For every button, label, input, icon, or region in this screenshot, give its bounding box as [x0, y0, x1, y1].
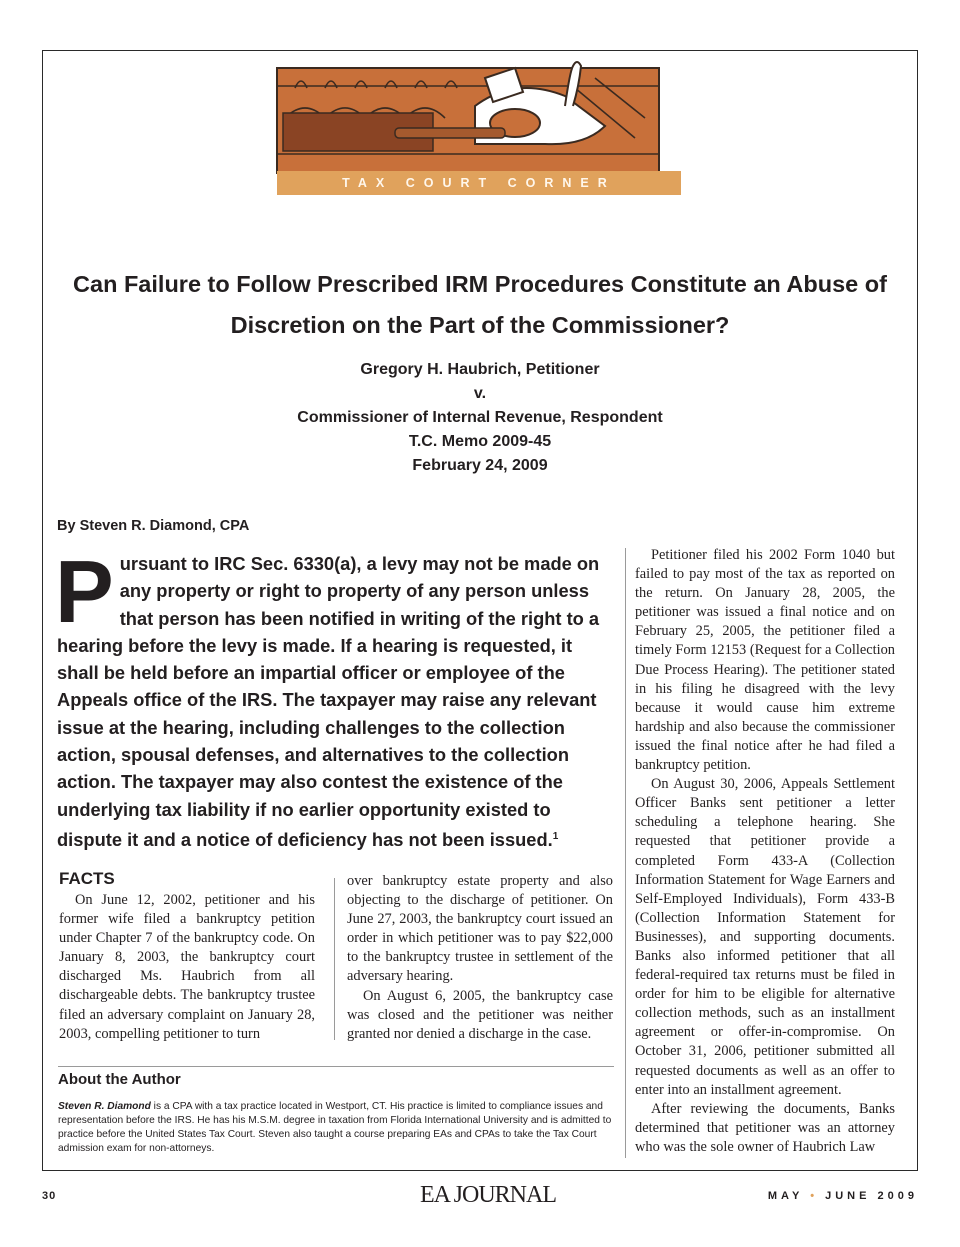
column-divider-facts — [334, 878, 335, 1040]
banner-label: TAX COURT CORNER — [277, 171, 681, 195]
journal-logo: EA JOURNAL — [420, 1182, 557, 1208]
issue-date — [768, 1190, 918, 1202]
lead-text: ursuant to IRC Sec. 6330(a), a levy may not be made on any property or right to property of any person unless that person has been notified in writing of the right to a hearing before the levy is made. If a hearing is requested, it shall be held before an impartial officer or employee of the Appeals office of the IRS. The taxpayer may raise any relevant issue at the hearing, including challenges to the collection action, spousal defenses, and alternatives to the collection action. The taxpayer may also contest the existence of the underlying tax liability if no earlier opportunity existed to dispute it and a notice of deficiency has not been issued. — [57, 553, 600, 851]
facts-paragraph: On August 6, 2005, the bankruptcy case was closed and the petitioner was neither granted nor denied a discharge in the case. — [347, 987, 613, 1042]
issue-rest: JUNE 2009 — [825, 1190, 918, 1202]
body-paragraph: Petitioner filed his 2002 Form 1040 but failed to pay most of the tax as reported on the return. On January 28, 2005, the petitioner was issued a final notice and on February 25, 2005, the petitioner filed a timely Form 12153 (Request for a Collection Due Process Hearing). The petitioner stated in his filing he disagreed with the levy because it would cause him extreme hardship and also because the commissioner issued the final notice after he had filed a bankruptcy petition. — [635, 547, 895, 774]
drop-cap: P — [55, 542, 114, 641]
facts-column-1 — [59, 891, 315, 1044]
issue-month: MAY — [767, 1190, 804, 1202]
author-bio: is a CPA with a tax practice located in Westport, CT. His practice is limited to compliance issues and representation before the IRS. He has his M.S.M. degree in taxation from Florida International University and is admitted to practice before the United States Tax Court. Steven also taught a course preparing EAs and CPAs to take the Tax Court admission exam for non-attorneys. — [58, 1101, 612, 1155]
case-memo: T.C. Memo 2009-45 — [408, 433, 552, 450]
page-number: 30 — [42, 1190, 57, 1202]
column-divider-right — [625, 548, 626, 1158]
facts-paragraph: On June 12, 2002, petitioner and his former wife filed a bankruptcy petition under Chapter 7 of the bankruptcy code. On January 8, 2003, the bankruptcy court discharged Ms. Haubrich from all dischargeable debts. The bankruptcy trustee filed an adversary complaint on January 28, 2003, compelling petitioner to turn — [59, 892, 315, 1042]
facts-heading: FACTS — [59, 869, 115, 888]
byline: By Steven R. Diamond, CPA — [57, 518, 250, 534]
body-paragraph: After reviewing the documents, Banks determined that petitioner was an attorney who was the sole owner of Haubrich Law — [635, 1100, 895, 1155]
facts-paragraph: over bankruptcy estate property and also objecting to the discharge of petitioner. On June 27, 2003, the bankruptcy court issued an order in which petitioner was to pay $22,000 to the bankruptcy trustee in settlement of the adversary hearing. — [347, 873, 613, 985]
case-citation — [200, 358, 760, 478]
case-petitioner: Gregory H. Haubrich, Petitioner — [360, 361, 600, 378]
body-paragraph: On August 30, 2006, Appeals Settlement Officer Banks sent petitioner a letter scheduling a telephone hearing. She requested that petitioner provide a completed Form 433-A (Collection Information Statement for Wage Earners and Self-Employed Individuals), Form 433-B (Collection Information Statement for Businesses), and supporting documents. Banks also informed petitioner that all federal-required tax returns must be filed in order for him to be eligible for alternative collection methods, such as an installment agreement or offer-in-compromise. On October 31, 2006, petitioner submitted all requested documents as well as an offer to enter into an installment agreement. — [635, 776, 895, 1098]
lead-paragraph — [55, 542, 617, 853]
author-name: Steven R. Diamond — [58, 1101, 151, 1112]
about-author-heading: About the Author — [58, 1071, 181, 1088]
about-author-text — [58, 1100, 614, 1156]
case-respondent: Commissioner of Internal Revenue, Respondent — [297, 409, 663, 426]
case-date: February 24, 2009 — [412, 457, 548, 474]
case-versus: v. — [473, 385, 487, 402]
facts-column-2 — [347, 872, 613, 1044]
article-title: Can Failure to Follow Prescribed IRM Procedures Constitute an Abuse of Discretion on the Part of the Commissioner? — [73, 271, 887, 338]
footnote-marker: 1 — [552, 830, 559, 842]
issue-separator: • — [810, 1190, 819, 1202]
right-column — [635, 546, 895, 1157]
about-divider — [58, 1066, 614, 1067]
